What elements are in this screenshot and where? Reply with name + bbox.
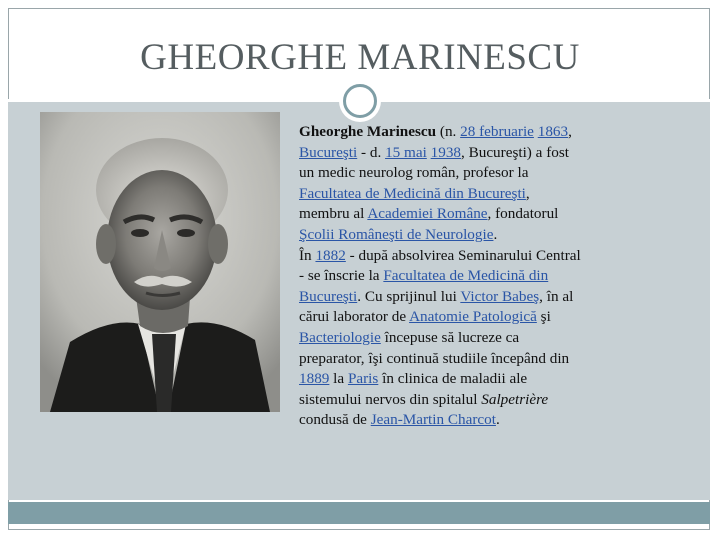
portrait-photo [40,112,280,412]
hyperlink[interactable]: 1882 [315,246,346,264]
text-span: şi [536,308,551,326]
text-span: , [568,123,572,140]
text-line [299,410,649,431]
text-line [299,328,649,349]
circle-ornament-ring [343,84,377,118]
text-line [299,143,649,164]
text-line [299,225,649,246]
text-line [299,307,649,328]
italic-text: Salpetrière [481,390,549,408]
text-line [299,184,649,205]
text-span: un medic neurolog român, profesor la [299,164,529,182]
text-span: , în al [539,287,574,305]
text-span: în clinica de maladii ale [378,370,528,388]
text-span: membru al [299,205,368,223]
text-span: , [525,184,530,202]
hyperlink[interactable]: 1863 [537,123,569,140]
hyperlink[interactable]: 28 februarie [460,123,534,140]
text-span: . [493,225,498,243]
hyperlink[interactable]: Paris [347,370,379,388]
hyperlink[interactable]: 1889 [299,370,330,388]
text-line [299,287,649,308]
text-span: începuse să lucreze ca [380,328,520,346]
text-span: preparator, îşi continuă studiile începând din [299,349,570,367]
text-span: - după absolvirea Seminarului Central [345,246,581,264]
text-line [299,163,649,184]
hyperlink[interactable]: Bacteriologie [299,328,381,346]
text-span: În [299,246,316,264]
text-span: , Bucureşti) a fost [461,143,569,161]
text-span: la [329,370,348,388]
hyperlink[interactable]: Bucureşti [299,143,358,161]
hyperlink[interactable]: Facultatea de Medicină din Bucureşti [299,184,526,202]
text-line [299,390,649,411]
hyperlink[interactable]: 15 mai [385,143,427,161]
text-span: . Cu sprijinul lui [357,287,461,305]
hyperlink[interactable]: Facultatea de Medicină din [383,267,549,285]
hyperlink[interactable]: 1938 [430,143,461,161]
hyperlink[interactable]: Academiei Române [367,205,488,223]
text-span: condusă de [299,411,371,429]
hyperlink[interactable]: Jean-Martin Charcot [370,411,496,429]
text-span: - se înscrie la [299,267,384,285]
hyperlink[interactable]: Victor Babeş [460,287,540,305]
bold-name: Gheorghe Marinescu [299,123,437,140]
text-span: cărui laborator de [299,308,410,326]
text-line [299,349,649,370]
hyperlink[interactable]: Bucureşti [299,287,358,305]
text-line [299,204,649,225]
text-line [299,122,649,143]
hyperlink[interactable]: Anatomie Patologică [409,308,537,326]
text-line [299,246,649,267]
text-span: - d. [357,143,386,161]
text-span: (n. [436,123,461,140]
hyperlink[interactable]: Şcolii Româneşti de Neurologie [299,225,494,243]
text-span: sistemului nervos din spitalul [299,390,482,408]
slide-title: GHEORGHE MARINESCU [140,37,580,78]
text-line [299,369,649,390]
circle-ornament-icon [339,80,381,122]
text-line [299,266,649,287]
bottom-accent-band [8,502,710,524]
biography-text [299,122,649,431]
text-span: , fondatorul [487,205,559,223]
text-span: . [495,411,500,429]
